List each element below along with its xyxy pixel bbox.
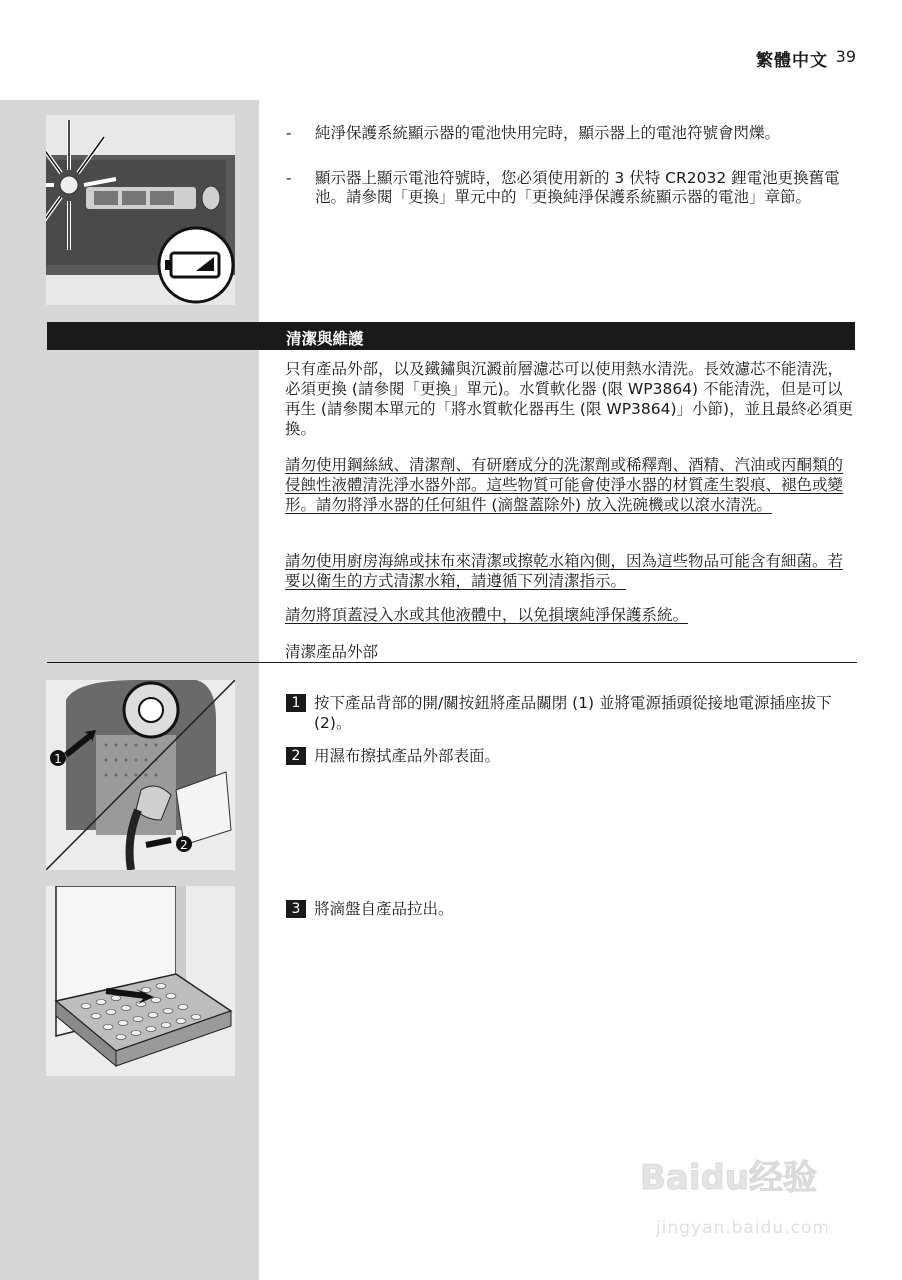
warning-paragraph-1: 請勿使用鋼絲絨、清潔劑、有研磨成分的洗潔劑或稀釋劑、酒精、汽油或丙酮類的侵蝕性液體清洗淨水器外部。這些物質可能會使淨水器的材質產生裂痕、褪色或變形。請勿將淨水器的任何組件 (滴盤蓋除外) 放入洗碗機或以滾水清洗。	[285, 456, 844, 514]
step-number: 1	[286, 694, 306, 712]
watermark	[640, 1150, 860, 1270]
callout-1: 1	[54, 752, 62, 766]
step-1	[286, 693, 858, 733]
drip-tray-figure	[46, 886, 235, 1076]
watermark-url: jingyan.baidu.com	[656, 1218, 830, 1238]
battery-bullet-2	[286, 169, 858, 229]
bullet-text: 純淨保護系統顯示器的電池快用完時，顯示器上的電池符號會閃爍。	[315, 124, 781, 142]
step-2	[286, 746, 858, 766]
page-header	[0, 0, 902, 100]
section-title-bar	[47, 322, 855, 350]
watermark-brand: Baidu经验	[640, 1158, 818, 1198]
step-number: 3	[286, 900, 306, 918]
battery-display-figure	[46, 115, 235, 305]
language-title: 繁體中文	[756, 51, 828, 71]
cleaning-intro: 只有產品外部，以及鐵鏽與沉澱前層濾芯可以使用熱水清洗。長效濾芯不能清洗，必須更換 (請參閱「更換」單元)。水質軟化器 (限 WP3864) 不能清洗，但是可以再生 (請參閱本單元的「將水質軟化器再生 (限 WP3864)」小節)，並且最終必須更換。	[285, 360, 854, 438]
page-number: 39	[835, 47, 856, 66]
step-text: 按下產品背部的開/關按鈕將產品關閉 (1) 並將電源插頭從接地電源插座拔下 (2)。	[314, 694, 832, 732]
unplug-figure	[46, 680, 235, 870]
section-title: 清潔與維護	[286, 330, 364, 348]
callout-2: 2	[180, 838, 188, 852]
subheading: 清潔產品外部	[285, 643, 379, 661]
bullet-dash: -	[286, 124, 292, 142]
step-text: 將滴盤自產品拉出。	[314, 900, 454, 918]
step-text: 用濕布擦拭產品外部表面。	[314, 747, 501, 765]
bullet-dash: -	[286, 169, 292, 187]
warning-paragraph-3: 請勿將頂蓋浸入水或其他液體中，以免損壞純淨保護系統。	[285, 606, 689, 624]
bullet-text: 顯示器上顯示電池符號時，您必須使用新的 3 伏特 CR2032 鋰電池更換舊電池。請參閱「更換」單元中的「更換純淨保護系統顯示器的電池」章節。	[315, 169, 840, 206]
step-3	[286, 899, 858, 919]
divider	[47, 662, 857, 663]
step-number: 2	[286, 747, 306, 765]
warning-paragraph-2: 請勿使用廚房海綿或抹布來清潔或擦乾水箱內側，因為這些物品可能含有細菌。若要以衛生的方式清潔水箱，請遵循下列清潔指示。	[285, 552, 844, 590]
battery-bullet-1	[286, 124, 858, 164]
